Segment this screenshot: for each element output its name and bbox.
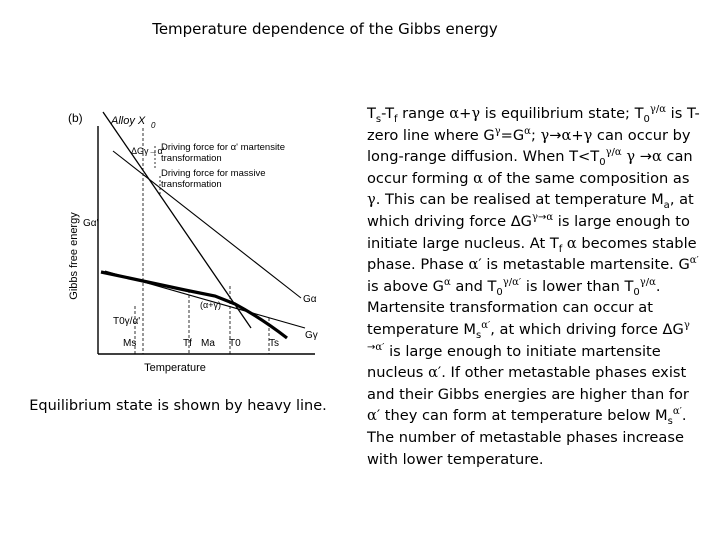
y-axis-label: Gibbs free energy bbox=[68, 212, 80, 300]
label-g-gamma: Gγ bbox=[305, 330, 318, 341]
tick-ts: Ts bbox=[269, 338, 279, 349]
tick-t0: T0 bbox=[229, 338, 241, 349]
label-g-alpha-prime: Gα' bbox=[83, 218, 99, 229]
slide-title: Temperature dependence of the Gibbs energy bbox=[152, 20, 498, 38]
equilibrium-heavy-line bbox=[101, 272, 287, 338]
label-g-alpha: Gα bbox=[303, 294, 317, 305]
x-axis-label: Temperature bbox=[144, 362, 206, 374]
svg-text:Alloy X: Alloy X bbox=[111, 115, 146, 127]
label-t0-alpha-prime: T0γ/α' bbox=[113, 316, 141, 327]
driving-force-delta-label: ΔGγ→α' bbox=[131, 146, 165, 156]
svg-text:0: 0 bbox=[151, 121, 156, 130]
panel-label: (b) bbox=[68, 111, 83, 125]
tick-ma: Ma bbox=[201, 338, 215, 349]
tick-ms: Ms bbox=[123, 338, 137, 349]
explanation-paragraph: $T_s-T_f$ range α+γ is equilibrium state; $T_0^{\gamma/\alpha}$ is T-zero line where $G^\gamma=G^\alpha$; γ→α+γ can occur by long-range diffusion. When $T<T_0^{\gamma/\alpha}$ γ →α can occur forming α of the same composition as γ. This can be realised at temperature $M_a$, at which driving force $\Delta G^{\gamma\to\alpha}$ is large enough to initiate large nucleus. At $T_f$ α becomes stable phase. Phase α′ is metastable martensite. $G^{\alpha'}$ is above $G^\alpha$ and $T_0^{\gamma/\alpha'}$ is lower than $T_0^{\gamma/\alpha}$. Martensite transformation can occur at temperature $M_s^{\alpha'}$, at which driving force $\Delta G^{\gamma \to\alpha'}$ is large enough to initiate martensite nucleus α′. If other metastable phases exist and their Gibbs energies are higher than for α′ they can form at temperature below $M_s^{\alpha'}$. The number of metastable phases increase with lower temperature. bbox=[367, 104, 700, 468]
driving-force-martensite-label: Driving force for α' martensite transformation bbox=[161, 142, 285, 164]
explanation-text bbox=[367, 103, 702, 470]
tick-tf: Tf bbox=[183, 338, 192, 349]
driving-force-labels bbox=[161, 142, 321, 214]
gibbs-energy-diagram bbox=[65, 106, 330, 382]
alloy-label bbox=[110, 115, 156, 130]
label-alpha-gamma: (α+γ) bbox=[200, 300, 221, 310]
driving-force-massive-label: Driving force for massive transformation bbox=[161, 168, 266, 190]
figure-caption: Equilibrium state is shown by heavy line. bbox=[29, 398, 327, 414]
